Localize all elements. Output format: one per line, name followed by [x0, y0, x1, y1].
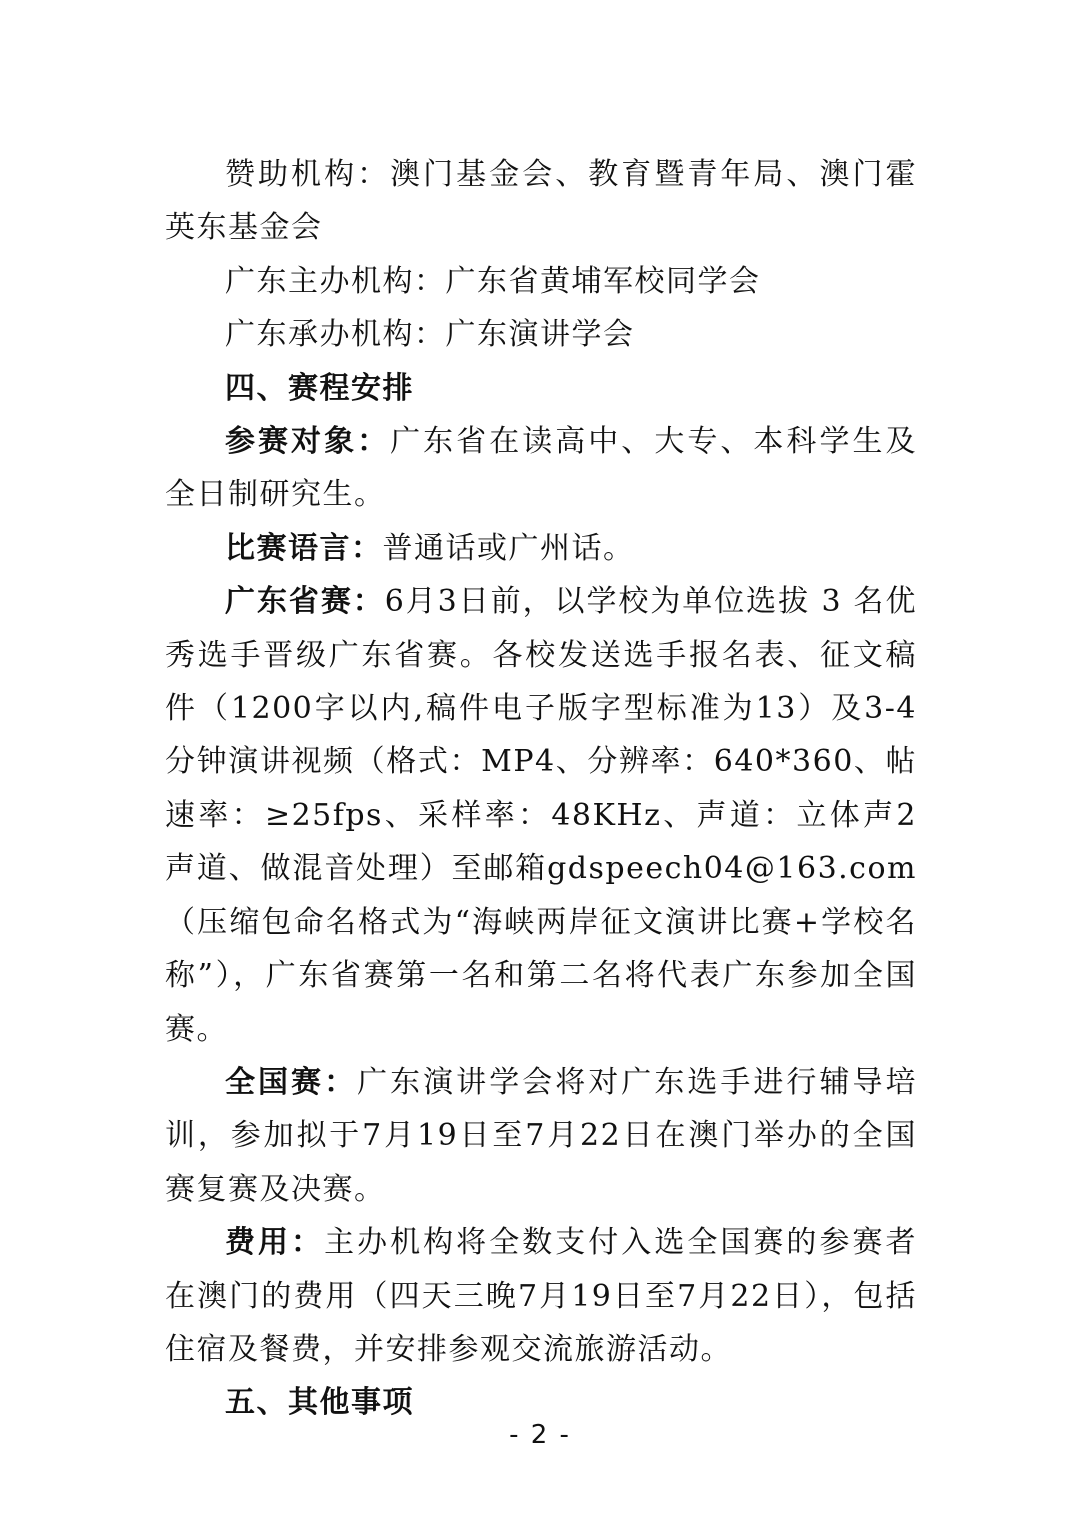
paragraph-sponsor: 赞助机构：澳门基金会、教育暨青年局、澳门霍英东基金会	[165, 157, 917, 246]
page-number: - 2 -	[509, 1420, 571, 1450]
paragraph-language: 比赛语言：普通话或广州话。	[225, 530, 635, 566]
paragraph-label: 全国赛：	[225, 1064, 358, 1100]
paragraph-label: 参赛对象：	[225, 424, 391, 460]
body-text	[165, 148, 917, 1430]
paragraph-provincial-contest: 广东省赛：6月3日前，以学校为单位选拔 3 名优秀选手晋级广东省赛。各校发送选手报名表、征文稿件（1200字以内,稿件电子版字型标准为13）及3-4分钟演讲视频（格式：MP4、分辨率：640*360、帖速率：≥25fps、采样率：48KHz、声道：立体声2声道、做混音处理）至邮箱gdspeech04@163.com（压缩包命名格式为“海峡两岸征文演讲比赛+学校名称”），广东省赛第一名和第二名将代表广东参加全国赛。	[165, 584, 917, 1047]
paragraph-co-organizer: 广东承办机构：广东演讲学会	[225, 317, 635, 353]
paragraph-expenses: 费用：主办机构将全数支付入选全国赛的参赛者在澳门的费用（四天三晚7月19日至7月22日），包括住宿及餐费，并安排参观交流旅游活动。	[165, 1225, 918, 1367]
paragraph-label: 费用：	[225, 1225, 325, 1261]
paragraph-national-contest: 全国赛：广东演讲学会将对广东选手进行辅导培训，参加拟于7月19日至7月22日在澳门举办的全国赛复赛及决赛。	[165, 1064, 918, 1207]
section-heading-other: 五、其他事项	[225, 1385, 414, 1421]
paragraph-participants: 参赛对象：广东省在读高中、大专、本科学生及全日制研究生。	[165, 424, 917, 513]
section-heading-schedule: 四、赛程安排	[225, 370, 414, 406]
paragraph-organizer: 广东主办机构：广东省黄埔军校同学会	[225, 263, 761, 299]
paragraph-label: 广东省赛：	[225, 584, 385, 620]
paragraph-label: 比赛语言：	[225, 530, 383, 566]
